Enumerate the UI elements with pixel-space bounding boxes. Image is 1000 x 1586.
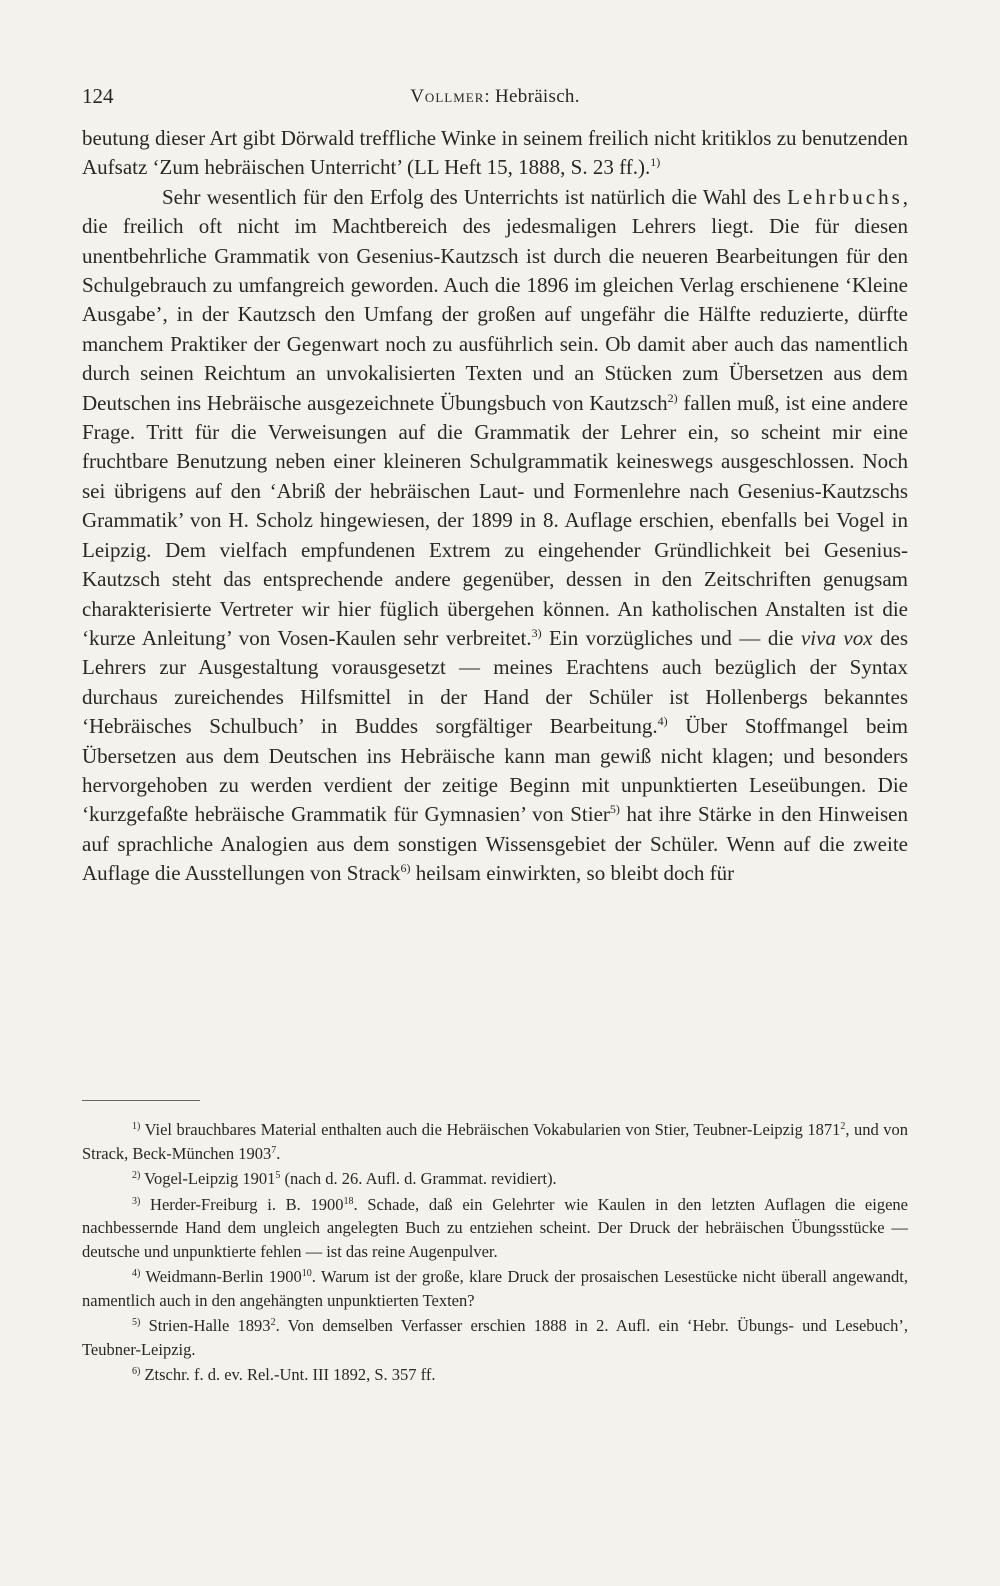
footnote-3-edition: 18: [343, 1195, 354, 1207]
footnote-1-text-c: .: [276, 1143, 281, 1163]
footnote-6: [82, 1363, 908, 1387]
title-separator: :: [484, 86, 496, 107]
emphasis-lehrbuchs: Lehrbuchs: [787, 184, 903, 209]
page-number: 124: [82, 84, 114, 108]
footnote-ref-2: 2): [667, 390, 678, 405]
footnote-1-edition-2: 7: [271, 1144, 277, 1156]
footnote-2-text-b: (nach d. 26. Aufl. d. Grammat. revidiert).: [280, 1169, 557, 1188]
paragraph-2: [82, 183, 908, 889]
main-text: [82, 124, 908, 889]
footnote-5-text-a: Strien-Halle 1893: [140, 1316, 271, 1335]
footnote-ref-6: 6): [400, 861, 411, 876]
footnote-ref-3: 3): [531, 625, 542, 640]
paragraph-2-text-h: heilsam einwirkten, so bleibt doch für: [410, 861, 735, 886]
paragraph-2-text-c: fallen muß, ist eine andere Frage. Tritt für die Verweisungen auf die Grammatik der Lehrer ein, so scheint mir eine fruchtbare Benutzung neben einer kleineren Schulgrammatik keineswegs ausgeschlossen. Noch sei übrigens auf den ‘Abriß der hebräischen Laut- und Formenlehre nach Gesenius-Kautzschs Grammatik’ von H. Scholz hingewiesen, der 1899 in 8. Auflage erschien, ebenfalls bei Vogel in Leipzig. Dem vielfach empfundenen Extrem zu eingehender Gründlichkeit bei Gesenius-Kautzsch steht das entsprechende andere gegenüber, dessen in den Zeitschriften genugsam charakterisierte Vertreter wir hier füglich übergehen können. An katholischen Anstalten ist die ‘kurze Anleitung’ von Vosen-Kaulen sehr verbreitet.: [82, 390, 908, 650]
footnote-4-edition: 10: [301, 1268, 312, 1279]
paragraph-2-text-e: des Lehrers zur Ausgestaltung vorausgesetzt — meines Erachtens auch bezüglich der Syntax durchaus zureichendes Hilfsmittel in der Hand der Schüler ist Hollenbergs bekanntes ‘Hebräisches Schulbuch’ in Buddes sorgfältiger Bearbeitung.: [82, 625, 908, 739]
footnote-5-text-b: . Von demselben Verfasser erschien 1888 in 2. Aufl. ein ‘Hebr. Übungs- und Lesebuch’, Teubner-Leipzig.: [82, 1316, 908, 1359]
footnote-5-mark: 5): [132, 1317, 141, 1328]
section-title: Hebräisch.: [495, 86, 580, 107]
footnote-3-text-a: Herder-Freiburg i. B. 1900: [140, 1194, 344, 1214]
running-title: [82, 86, 908, 108]
paragraph-2-text-a: Sehr wesentlich für den Erfolg des Unterrichts ist natürlich die Wahl des: [162, 184, 788, 209]
footnote-2-edition: 5: [275, 1170, 281, 1181]
paragraph-1: [82, 124, 908, 183]
footnote-4-text-b: . Warum ist der große, klare Druck der prosaischen Lesestücke nicht überall angewandt, namentlich auch in den angehängten unpunktierten Texten?: [82, 1267, 908, 1310]
footnote-2-text-a: Vogel-Leipzig 1901: [140, 1169, 276, 1188]
footnote-4: [82, 1265, 908, 1312]
footnote-2: [82, 1167, 908, 1191]
footnote-1-text-b: , und von Strack, Beck-München 1903: [82, 1120, 909, 1163]
footnote-3-mark: 3): [132, 1195, 141, 1207]
emphasis-viva-vox: viva vox: [800, 625, 873, 650]
footnote-6-text: Ztschr. f. d. ev. Rel.-Unt. III 1892, S. 357 ff.: [140, 1365, 436, 1384]
footnote-1: [82, 1118, 908, 1165]
paragraph-1-text: beutung dieser Art gibt Dörwald treffliche Winke in seinem freilich nicht kritiklos zu benutzenden Aufsatz ‘Zum hebräischen Unterricht’ (LL Heft 15, 1888, S. 23 ff.).: [82, 126, 908, 180]
footnote-1-mark: 1): [132, 1121, 141, 1132]
footnote-6-mark: 6): [132, 1366, 141, 1377]
footnote-ref-1: 1): [650, 155, 661, 170]
paragraph-2-text-f: Über Stoffmangel beim Übersetzen aus dem Deutschen ins Hebräische kann man gewiß nicht klagen; und besonders hervorgehoben zu werden verdient der zeitige Beginn mit unpunktierten Leseübungen. Die ‘kurzgefaßte hebräische Grammatik für Gymnasien’ von Stier: [82, 714, 908, 827]
footnote-3: [82, 1193, 908, 1264]
footnote-5: [82, 1314, 908, 1361]
footnote-4-mark: 4): [132, 1268, 141, 1279]
footnote-4-text-a: Weidmann-Berlin 1900: [140, 1267, 302, 1286]
footnote-1-edition-1: 2: [840, 1121, 846, 1132]
author-name: Vollmer: [410, 86, 485, 107]
footnote-3-text-b: . Schade, daß ein Gelehrter wie Kaulen in den letzten Auflagen die eigene nachbessernde Hand dem ungleich angelegten Buch zu entziehen scheint. Der Druck der hebräischen Übungsstücke — deutsche und unpunktierte fehlen — ist das reine Augenpulver.: [82, 1194, 908, 1261]
paragraph-2-text-d: Ein vorzügliches und — die: [541, 625, 801, 650]
footnote-1-text-a: Viel brauchbares Material enthalten auch die Hebräischen Vokabularien von Stier, Teubner-Leipzig 1871: [140, 1120, 841, 1139]
footnote-2-mark: 2): [132, 1170, 141, 1181]
paragraph-2-text-b: , die freilich oft nicht im Machtbereich des jedesmaligen Lehrers liegt. Die für diesen unentbehrliche Grammatik von Gesenius-Kautzsch ist durch die neueren Bearbeitungen für den Schulgebrauch zu umfangreich geworden. Auch die 1896 im gleichen Verlag erschienene ‘Kleine Ausgabe’, in der Kautzsch den Umfang der großen auf ungefähr die Hälfte reduzierte, dürfte manchem Praktiker der Gegenwart noch zu ausführlich sein. Ob damit aber auch das namentlich durch seinen Reichtum an unvokalisierten Texten und an Stücken zum Übersetzen aus dem Deutschen ins Hebräische ausgezeichnete Übungsbuch von Kautzsch: [82, 184, 908, 415]
footnote-divider: [82, 1100, 200, 1101]
running-header: [82, 84, 908, 114]
paragraph-2-text-g: hat ihre Stärke in den Hinweisen auf sprachliche Analogien aus dem sonstigen Wissensgebiet der Schüler. Wenn auf die zweite Auflage die Ausstellungen von Strack: [82, 802, 909, 886]
footnote-ref-5: 5): [609, 802, 620, 817]
footnotes: [82, 1118, 908, 1389]
footnote-ref-4: 4): [657, 714, 668, 729]
footnote-5-edition: 2: [270, 1317, 276, 1328]
